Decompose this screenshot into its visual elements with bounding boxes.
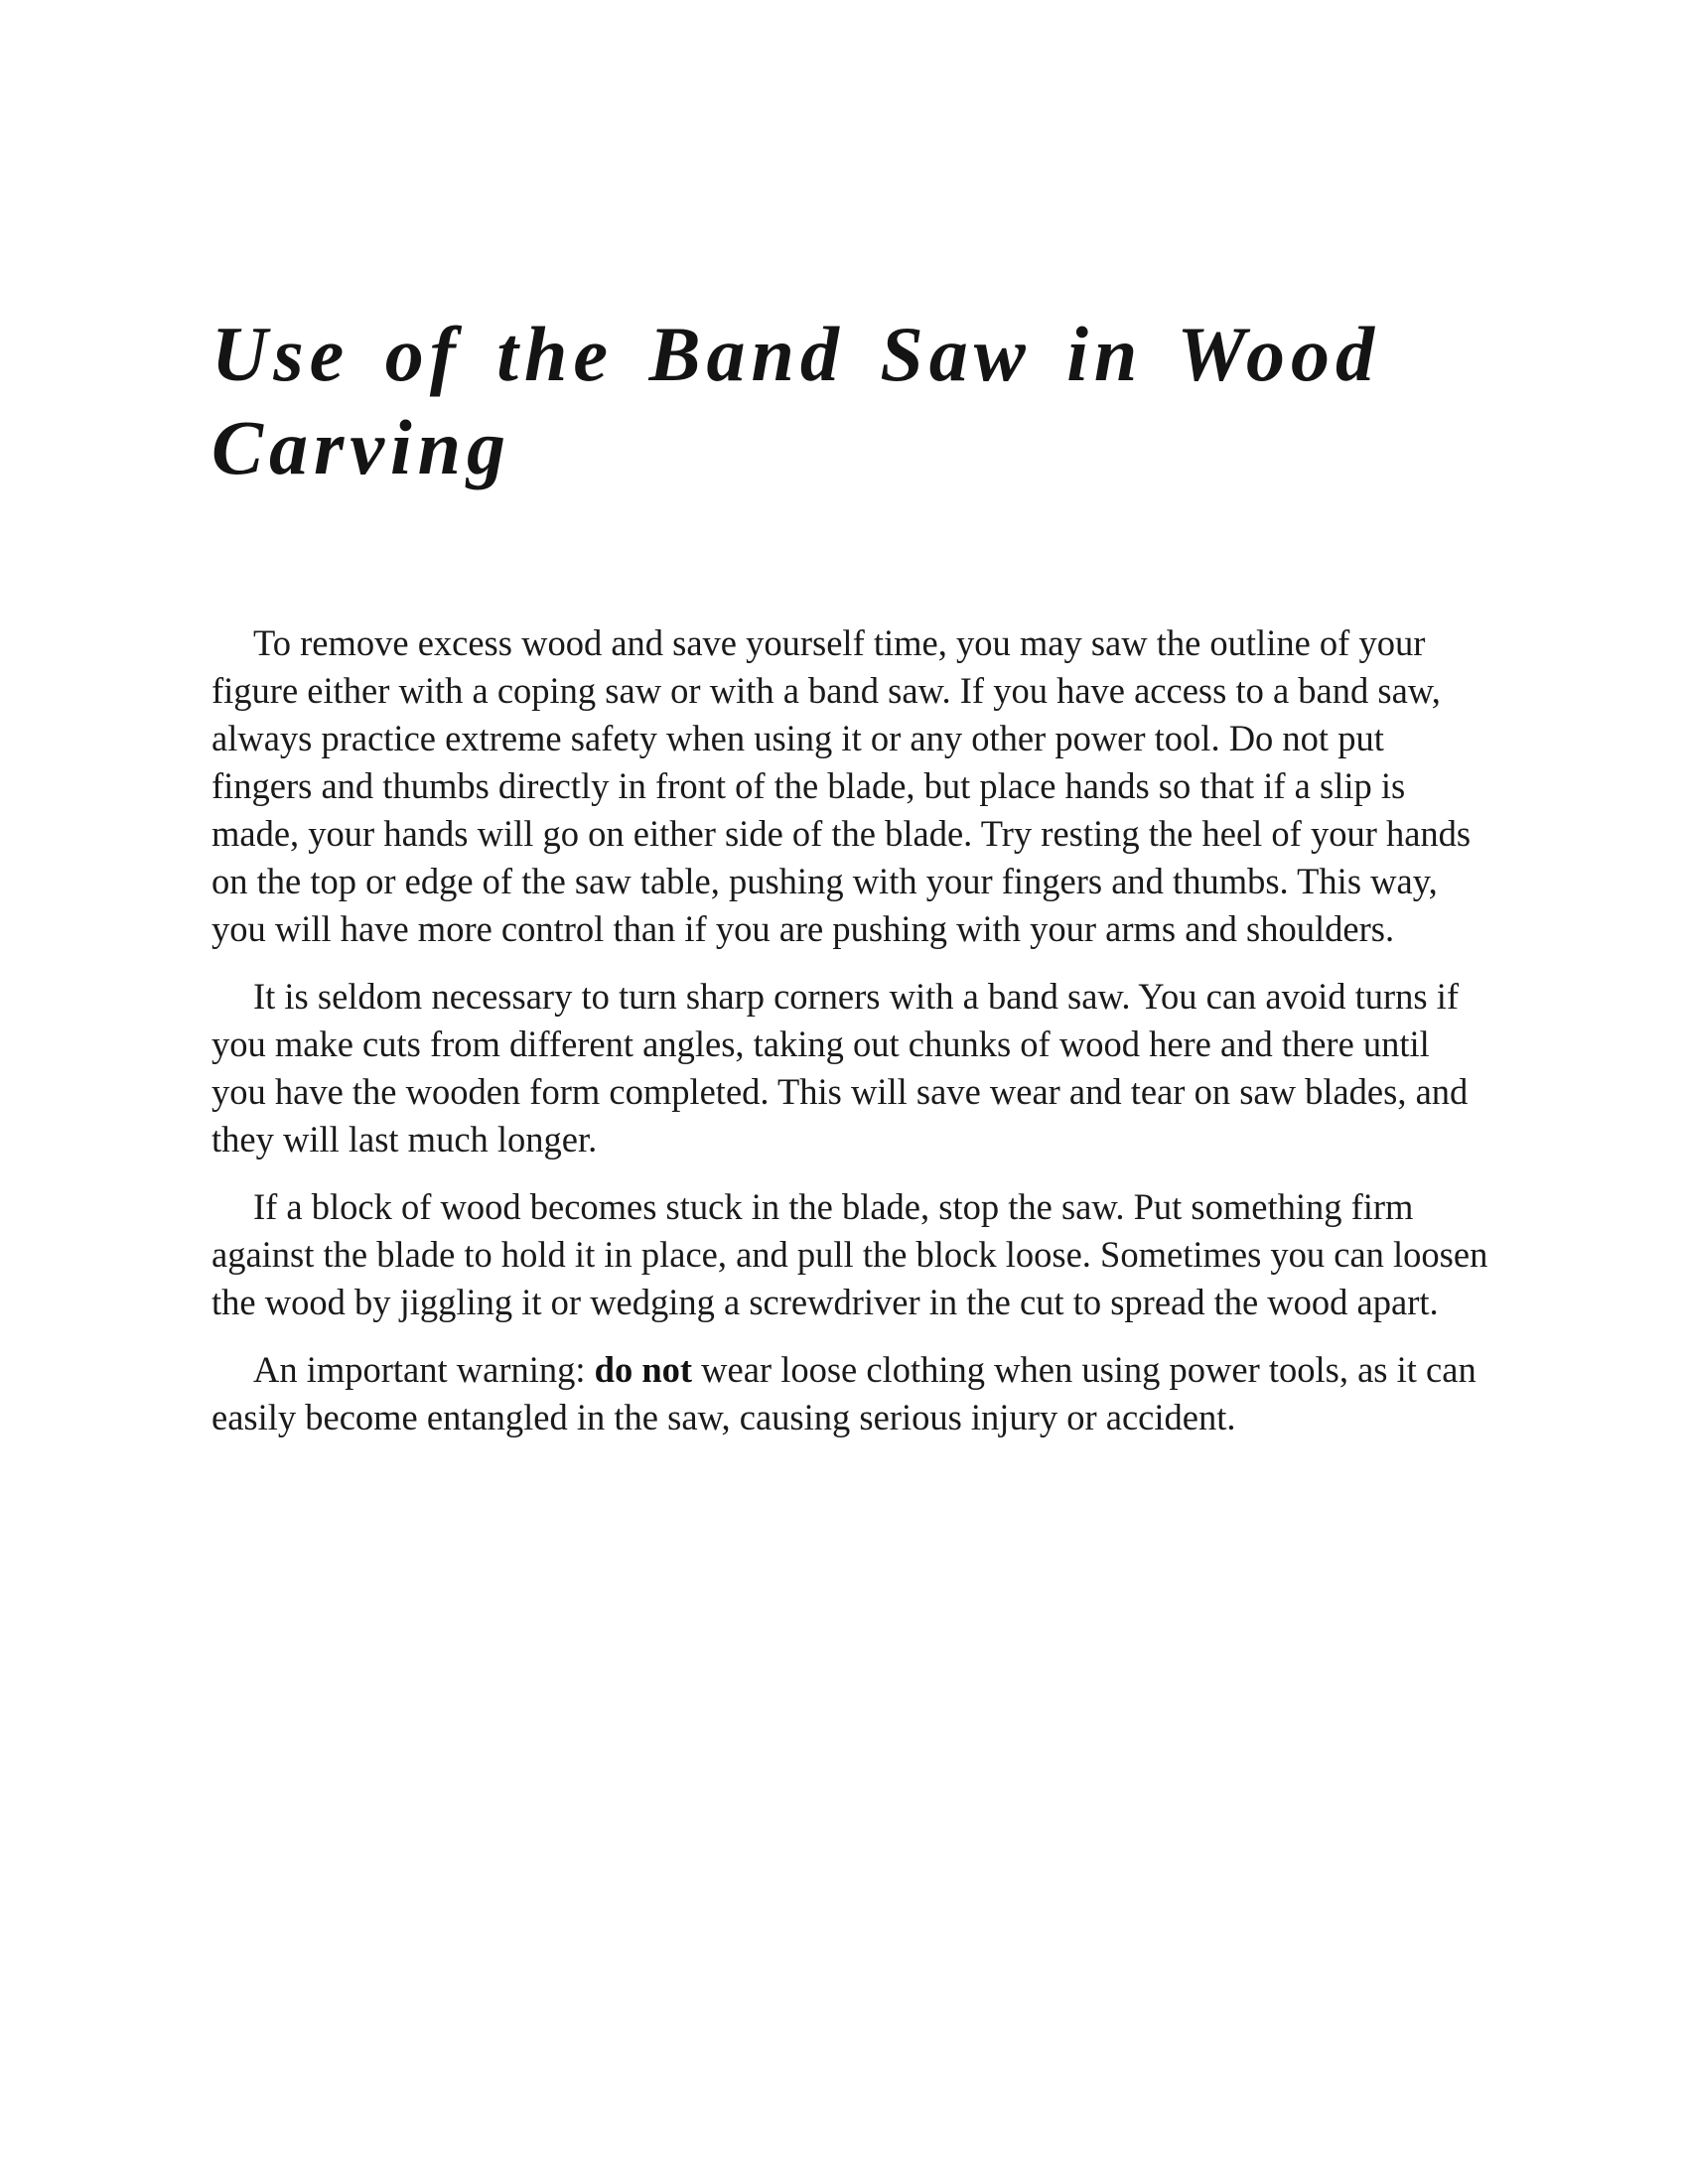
warning-rest: wear loose clothing when using power tools, as it can easily become entangled in the saw, causing serious injury or accident. [211, 1349, 1477, 1437]
article-body [211, 619, 1492, 1461]
paragraph-stuck-block: If a block of wood becomes stuck in the blade, stop the saw. Put something firm against the blade to hold it in place, and pull the block loose. Sometimes you can loosen the wood by jiggling it or wedging a screwdriver in the cut to spread the wood apart. [211, 1186, 1488, 1322]
page-title: Use of the Band Saw in Wood Carving [211, 311, 1380, 490]
warning-lead: An important warning: [253, 1349, 595, 1390]
paragraph-avoid-sharp-turns: It is seldom necessary to turn sharp corners with a band saw. You can avoid turns if you make cuts from different angles, taking out chunks of wood here and there until you have the wooden form completed. This will save wear and tear on saw blades, and they will last much longer. [211, 976, 1469, 1160]
paragraph-band-saw-safety: To remove excess wood and save yourself time, you may saw the outline of your figure either with a coping saw or with a band saw. If you have access to a band saw, always practice extreme safety when using it or any other power tool. Do not put fingers and thumbs directly in front of the blade, but place hands so that if a slip is made, your hands will go on either side of the blade. Try resting the heel of your hands on the top or edge of the saw table, pushing with your fingers and thumbs. This way, you will have more control than if you are pushing with your arms and shoulders. [211, 622, 1472, 949]
paragraph-clothing-warning [211, 1346, 1492, 1441]
warning-emphasis: do not [594, 1349, 693, 1390]
